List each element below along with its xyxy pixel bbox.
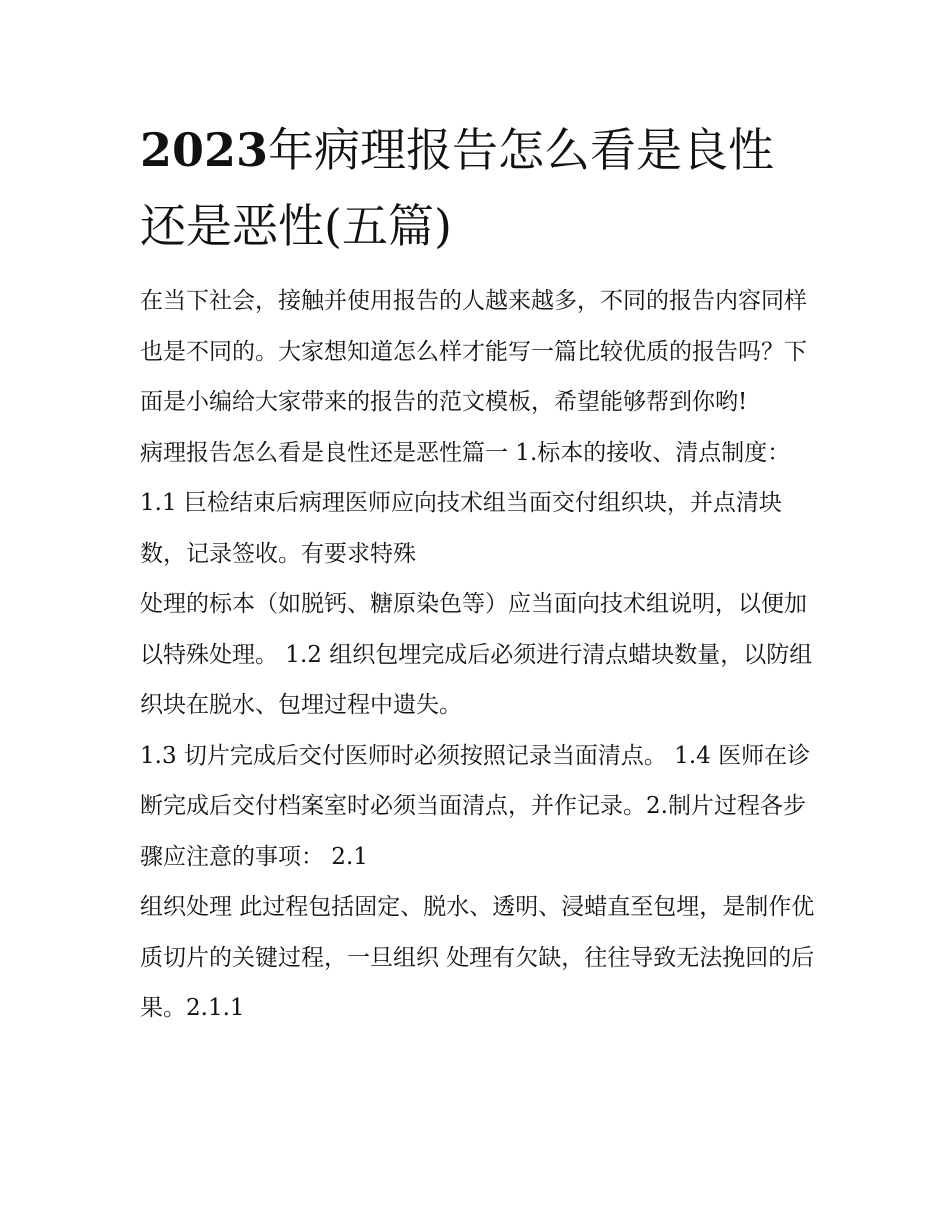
intro-paragraph: 在当下社会，接触并使用报告的人越来越多，不同的报告内容同样也是不同的。大家想知道怎么样才能写一篇比较优质的报告吗？下面是小编给大家带来的报告的范文模板，希望能够帮到你哟! (140, 288, 807, 415)
title-year: 2023 (140, 123, 269, 177)
body-paragraph-3: 1.3 切片完成后交付医师时必须按照记录当面清点。 1.4 医师在诊断完成后交付档案室时必须当面清点，并作记录。2.制片过程各步骤应注意的事项： 2.1 (140, 742, 811, 870)
body-paragraph-1: 病理报告怎么看是良性还是恶性篇一 1.标本的接收、清点制度： 1.1 巨检结束后病理医师应向技术组当面交付组织块，并点清块数，记录签收。有要求特殊 (140, 439, 791, 567)
document-title (140, 112, 820, 264)
body-paragraph-2: 处理的标本（如脱钙、糖原染色等）应当面向技术组说明，以便加以特殊处理。 1.2 组织包埋完成后必须进行清点蜡块数量，以防组织块在脱水、包埋过程中遗失。 (140, 591, 813, 718)
body-paragraph-4: 组织处理 此过程包括固定、脱水、透明、浸蜡直至包埋，是制作优质切片的关键过程，一旦组织 处理有欠缺，往往导致无法挽回的后果。2.1.1 (140, 894, 815, 1021)
title-text: 年病理报告怎么看是良性还是恶性(五篇) (140, 123, 775, 253)
document-body (140, 276, 820, 1034)
